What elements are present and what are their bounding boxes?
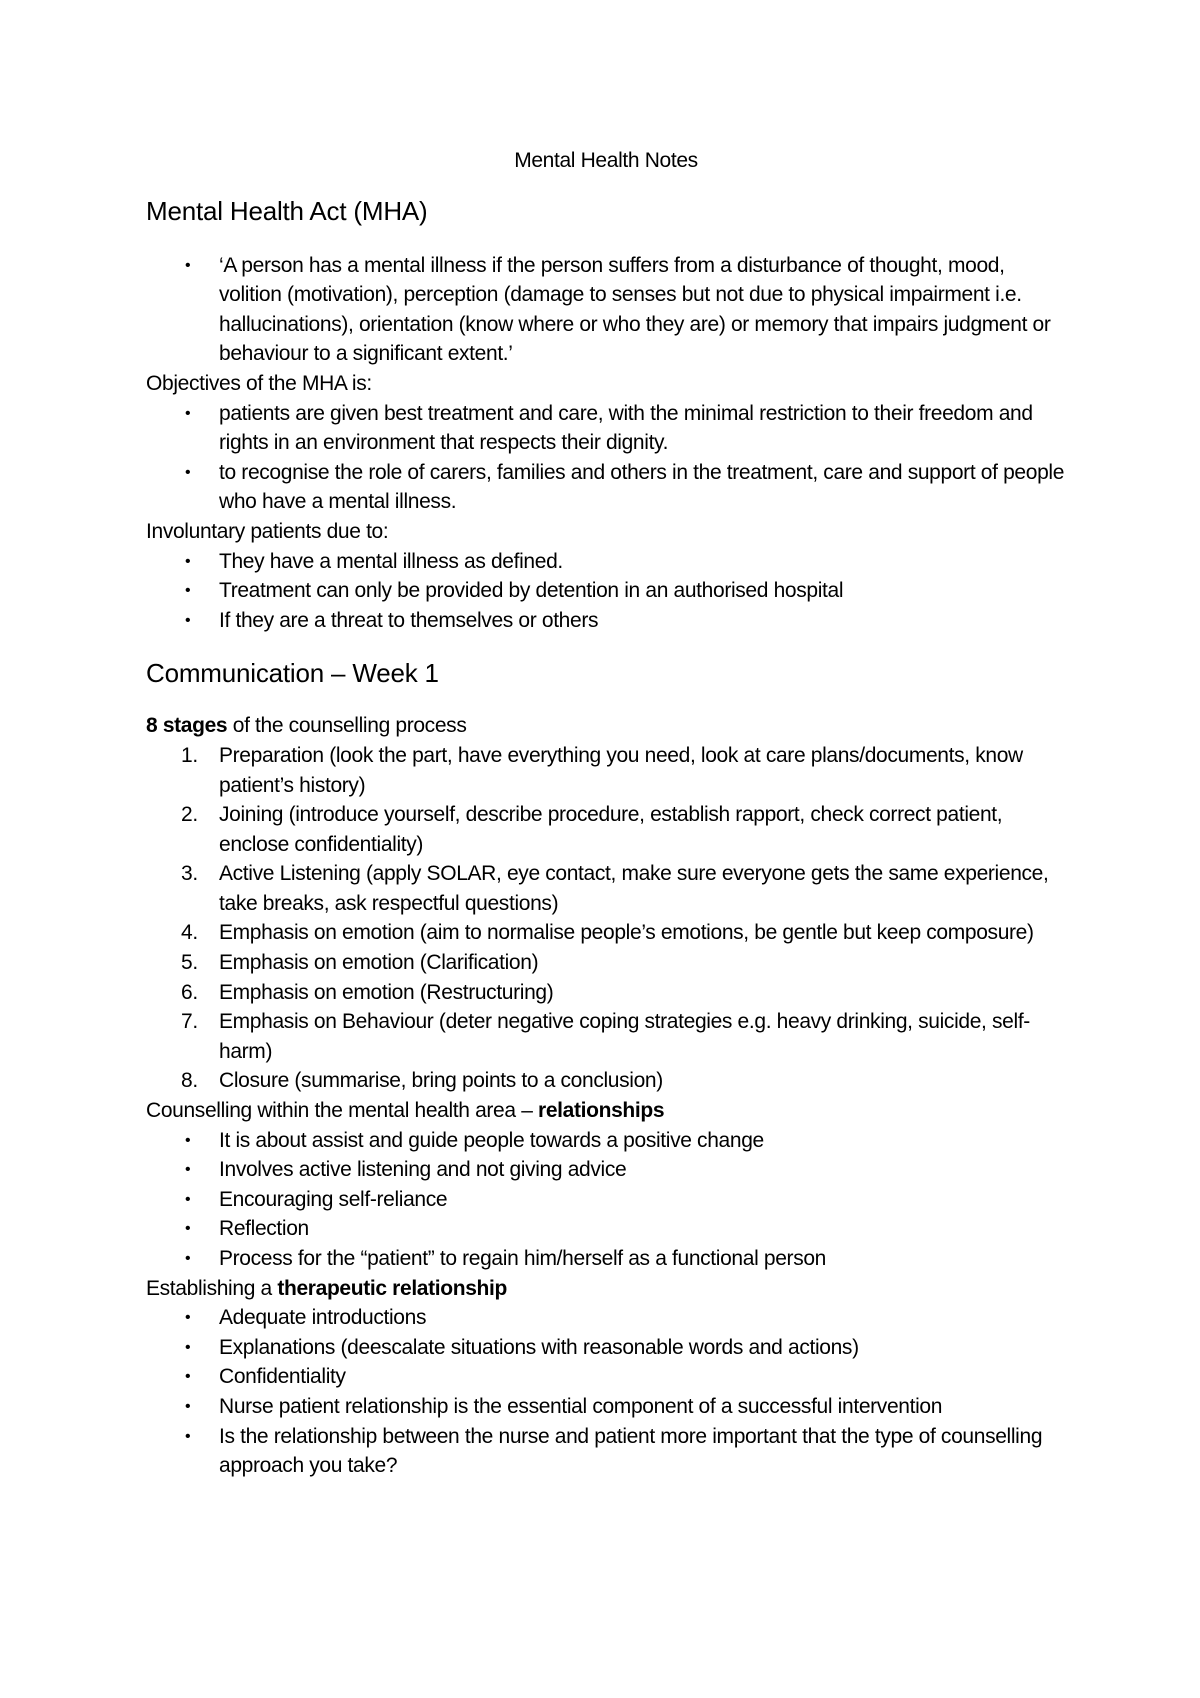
list-item [146, 948, 1066, 978]
therapeutic-bold: therapeutic relationship [277, 1276, 507, 1300]
stage-number: 7. [181, 1010, 198, 1034]
communication-heading: Communication – Week 1 [146, 658, 439, 689]
list-item [146, 1185, 1066, 1215]
bullet-icon: • [185, 1220, 191, 1238]
list-item [146, 918, 1066, 948]
stage-number: 5. [181, 951, 198, 975]
list-item [146, 741, 1066, 800]
stages-list [146, 741, 1066, 1096]
list-item [146, 1244, 1066, 1274]
document-page [146, 146, 1066, 1481]
stages-rest: of the counselling process [227, 714, 467, 738]
stage-text: Preparation (look the part, have everything you need, look at care plans/documents, know patient’s history) [219, 743, 1023, 797]
stage-text: Active Listening (apply SOLAR, eye contact, make sure everyone gets the same experience, take breaks, ask respectful questions) [219, 862, 1049, 915]
counselling-text: Encouraging self-reliance [219, 1187, 448, 1211]
stage-text: Emphasis on Behaviour (deter negative coping strategies e.g. heavy drinking, suicide, self-harm) [219, 1010, 1030, 1063]
involuntary-list [146, 547, 1066, 636]
objectives-list [146, 399, 1066, 517]
involuntary-text: Treatment can only be provided by detention in an authorised hospital [219, 579, 844, 603]
therapeutic-label [146, 1274, 1066, 1304]
bullet-icon: • [185, 1427, 191, 1445]
therapeutic-text: Nurse patient relationship is the essential component of a successful intervention [219, 1394, 943, 1418]
bullet-icon: • [185, 1368, 191, 1386]
list-item [146, 606, 1066, 636]
list-item [146, 1007, 1066, 1066]
therapeutic-text: Is the relationship between the nurse and patient more important that the type of counselling approach you take? [219, 1424, 1043, 1478]
counselling-label-text: Counselling within the mental health area – [146, 1099, 539, 1123]
bullet-icon: • [185, 552, 191, 570]
bullet-icon: • [185, 404, 191, 422]
list-item [146, 458, 1066, 517]
objectives-label: Objectives of the MHA is: [146, 371, 372, 395]
bullet-icon: • [185, 1131, 191, 1149]
bullet-icon: • [185, 611, 191, 629]
therapeutic-list [146, 1303, 1066, 1481]
bullet-icon: • [185, 1309, 191, 1327]
stage-number: 6. [181, 980, 198, 1004]
list-item [146, 1333, 1066, 1363]
bullet-icon: • [185, 1250, 191, 1267]
list-item [146, 1214, 1066, 1244]
counselling-bold: relationships [538, 1099, 665, 1123]
list-item [146, 547, 1066, 577]
stage-text: Emphasis on emotion (Clarification) [219, 951, 539, 975]
stage-number: 2. [181, 803, 198, 827]
list-item [146, 859, 1066, 918]
stage-number: 3. [181, 862, 198, 886]
therapeutic-text: Explanations (deescalate situations with reasonable words and actions) [219, 1335, 859, 1359]
list-item [146, 1303, 1066, 1333]
counselling-label [146, 1096, 1066, 1126]
list-item [146, 978, 1066, 1008]
list-item [146, 1126, 1066, 1156]
counselling-list [146, 1126, 1066, 1274]
list-item [146, 399, 1066, 458]
stages-bold: 8 stages [146, 714, 228, 738]
bullet-icon: • [185, 1161, 191, 1179]
objective-text: to recognise the role of carers, families and others in the treatment, care and support of people who have a mental illness. [219, 460, 1065, 514]
objective-text: patients are given best treatment and care, with the minimal restriction to their freedom and rights in an environment that respects their dignity. [219, 401, 1033, 455]
therapeutic-label-text: Establishing a [146, 1276, 278, 1300]
stage-number: 8. [181, 1069, 198, 1093]
bullet-icon: • [185, 1397, 191, 1415]
mha-definition: ‘A person has a mental illness if the person suffers from a disturbance of thought, mood, volition (motivation), perception (damage to senses but not due to physical impairment i.e. hallucinations), orientation (know where or who they are) or memory that impairs judgment or behaviour to a significant extent.’ [219, 253, 1051, 366]
mha-definition-list [146, 251, 1066, 369]
counselling-text: Process for the “patient” to regain him/herself as a functional person [219, 1247, 826, 1270]
list-item [146, 1066, 1066, 1096]
counselling-text: Reflection [219, 1217, 309, 1241]
list-item [146, 1422, 1066, 1481]
mha-heading: Mental Health Act (MHA) [146, 195, 428, 226]
list-item [146, 1155, 1066, 1185]
therapeutic-text: Adequate introductions [219, 1306, 427, 1330]
therapeutic-text: Confidentiality [219, 1365, 346, 1389]
counselling-text: Involves active listening and not giving advice [219, 1158, 627, 1182]
bullet-icon: • [185, 256, 191, 274]
counselling-text: It is about assist and guide people towards a positive change [219, 1128, 764, 1152]
list-item [146, 800, 1066, 859]
stages-intro [146, 711, 1066, 741]
involuntary-text: If they are a threat to themselves or others [219, 608, 599, 632]
list-item [146, 1362, 1066, 1392]
bullet-icon: • [185, 1338, 191, 1356]
stage-text: Emphasis on emotion (Restructuring) [219, 980, 554, 1004]
stage-number: 4. [181, 921, 198, 945]
document-title: Mental Health Notes [514, 149, 698, 172]
stage-text: Emphasis on emotion (aim to normalise people’s emotions, be gentle but keep composure) [219, 921, 1034, 945]
list-item [146, 1392, 1066, 1422]
involuntary-text: They have a mental illness as defined. [219, 549, 563, 573]
stage-text: Joining (introduce yourself, describe procedure, establish rapport, check correct patient, enclose confidentiality) [219, 803, 1003, 856]
stage-text: Closure (summarise, bring points to a conclusion) [219, 1069, 663, 1093]
list-item [146, 251, 1066, 369]
involuntary-label: Involuntary patients due to: [146, 519, 389, 543]
bullet-icon: • [185, 463, 191, 481]
bullet-icon: • [185, 582, 191, 600]
list-item [146, 576, 1066, 606]
bullet-icon: • [185, 1190, 191, 1208]
stage-number: 1. [181, 743, 198, 767]
